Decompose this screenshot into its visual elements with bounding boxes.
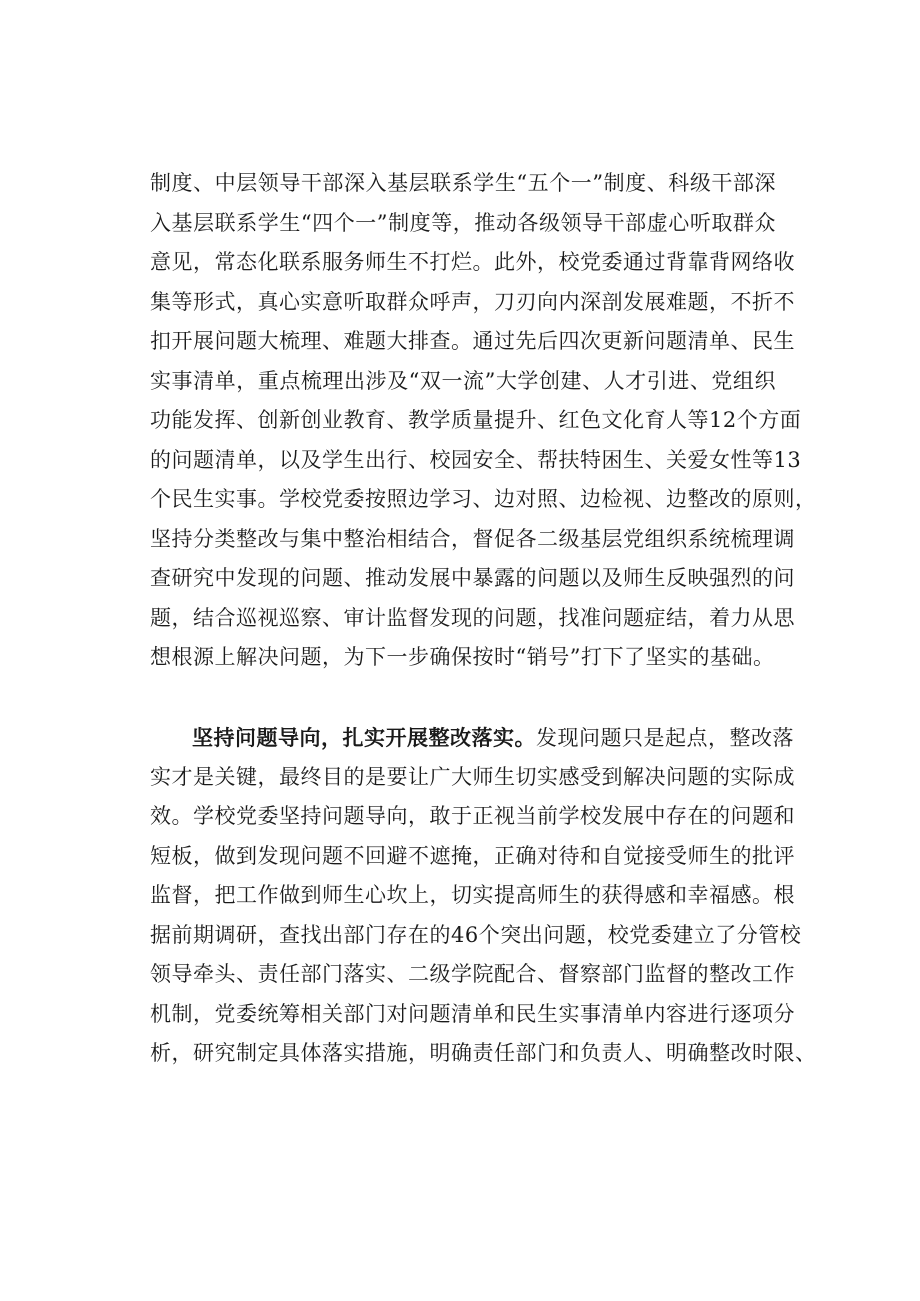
paragraph-line: 据前期调研，查找出部门存在的46个突出问题，校党委建立了分管校 bbox=[150, 922, 802, 947]
paragraph-line: 查研究中发现的问题、推动发展中暴露的问题以及师生反映强烈的问 bbox=[150, 566, 795, 590]
paragraph-line: 实才是关键，最终目的是要让广大师生切实感受到解决问题的实际成 bbox=[150, 764, 795, 789]
paragraph-line: 坚持分类整改与集中整治相结合，督促各二级基层党组织系统梳理调 bbox=[150, 526, 795, 551]
paragraph-line: 领导牵头、责任部门落实、二级学院配合、督察部门监督的整改工作 bbox=[150, 962, 795, 986]
paragraph-line: 监督，把工作做到师生心坎上，切实提高师生的获得感和幸福感。根 bbox=[150, 883, 795, 907]
paragraph-line: 析，研究制定具体落实措施，明确责任部门和负责人、明确整改时限、 bbox=[150, 1041, 817, 1065]
paragraph-line: 想根源上解决问题，为下一步确保按时“销号”打下了坚实的基础。 bbox=[150, 645, 775, 669]
paragraph-line: 题，结合巡视巡察、审计监督发现的问题，找准问题症结，着力从思 bbox=[150, 605, 795, 630]
paragraph-2 bbox=[150, 718, 817, 1074]
paragraph-line-text: 发现问题只是起点，整改落 bbox=[536, 726, 794, 750]
paragraph-line: 集等形式，真心实意听取群众呼声，刀刃向内深剖发展难题，不折不 bbox=[150, 289, 795, 314]
paragraph-line: 短板，做到发现问题不回避不遮掩，正确对待和自觉接受师生的批评 bbox=[150, 843, 795, 868]
paragraph-line: 的问题清单，以及学生出行、校园安全、帮扶特困生、关爱女性等13 bbox=[150, 447, 802, 472]
paragraph-1 bbox=[150, 164, 817, 678]
paragraph-line: 机制，党委统筹相关部门对问题清单和民生实事清单内容进行逐项分 bbox=[150, 1001, 795, 1026]
paragraph-line: 效。学校党委坚持问题导向，敢于正视当前学校发展中存在的问题和 bbox=[150, 804, 795, 828]
paragraph-line: 扣开展问题大梳理、难题大排查。通过先后四次更新问题清单、民生 bbox=[150, 329, 795, 353]
paragraph-line: 意见，常态化联系服务师生不打烂。此外，校党委通过背靠背网络收 bbox=[150, 250, 795, 274]
paragraph-first-line bbox=[150, 718, 794, 758]
paragraph-line: 入基层联系学生“四个一”制度等，推动各级领导干部虚心听取群众 bbox=[150, 210, 776, 235]
paragraph-line: 制度、中层领导干部深入基层联系学生“五个一”制度、科级干部深 bbox=[150, 171, 776, 195]
paragraph-line: 个民生实事。学校党委按照边学习、边对照、边检视、边整改的原则， bbox=[150, 487, 817, 511]
section-heading: 坚持问题导向，扎实开展整改落实。 bbox=[192, 725, 536, 750]
paragraph-line: 功能发挥、创新创业教育、教学质量提升、红色文化育人等12个方面 bbox=[150, 408, 802, 432]
paragraph-line: 实事清单，重点梳理出涉及“双一流”大学创建、人才引进、党组织 bbox=[150, 368, 776, 393]
